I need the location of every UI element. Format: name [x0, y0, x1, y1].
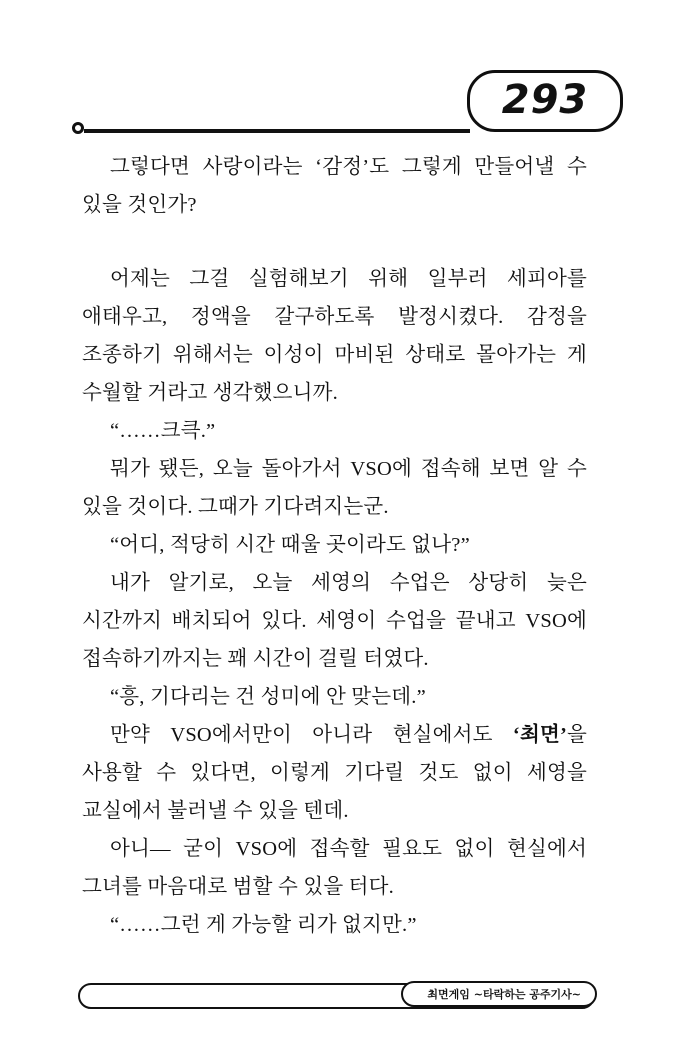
- header-bullet-icon: [72, 122, 84, 134]
- page-number: 293: [501, 76, 589, 123]
- dialogue-line: “흥, 기다리는 건 성미에 안 맞는데.”: [110, 686, 426, 708]
- paragraph: 어제는 그걸 실험해보기 위해 일부러 세피아를 애태우고, 정액을 갈구하도록 발정시켰다. 감정을 조종하기 위해서는 이성이 마비된 상태로 몰아가는 게 수월할 거라고 생각했으니까.: [82, 268, 587, 404]
- footer-title-box: [401, 981, 597, 1007]
- paragraph-text-before: 만약 VSO에서만이 아니라 현실에서도: [110, 724, 513, 746]
- paragraph: 아니— 굳이 VSO에 접속할 필요도 없이 현실에서 그녀를 마음대로 범할 수 있을 터다.: [82, 838, 587, 898]
- dialogue-line: “……크큭.”: [110, 420, 216, 442]
- page-footer: [78, 983, 595, 1013]
- dialogue-line: “어디, 적당히 시간 때울 곳이라도 없나?”: [110, 534, 470, 556]
- page-content: [82, 148, 587, 944]
- paragraph: 뭐가 됐든, 오늘 돌아가서 VSO에 접속해 보면 알 수 있을 것이다. 그때가 기다려지는군.: [82, 458, 587, 518]
- running-title: 최면게임 ~타락하는 공주기사~: [427, 987, 581, 1001]
- paragraph-text-after: 을 사용할 수 있다면, 이렇게 기다릴 것도 없이 세영을 교실에서 불러낼 수 있을 텐데.: [82, 724, 587, 822]
- page-number-badge: [467, 70, 623, 132]
- page-header: [0, 70, 673, 150]
- paragraph-with-emphasis: [82, 716, 587, 830]
- paragraph: 내가 알기로, 오늘 세영의 수업은 상당히 늦은 시간까지 배치되어 있다. 세영이 수업을 끝내고 VSO에 접속하기까지는 꽤 시간이 걸릴 터였다.: [82, 572, 587, 670]
- paragraph: 그렇다면 사랑이라는 ‘감정’도 그렇게 만들어낼 수 있을 것인가?: [82, 156, 587, 216]
- header-rule: [84, 129, 470, 133]
- emphasized-term: ‘최면’: [512, 724, 567, 746]
- dialogue-line: “……그런 게 가능할 리가 없지만.”: [110, 914, 417, 936]
